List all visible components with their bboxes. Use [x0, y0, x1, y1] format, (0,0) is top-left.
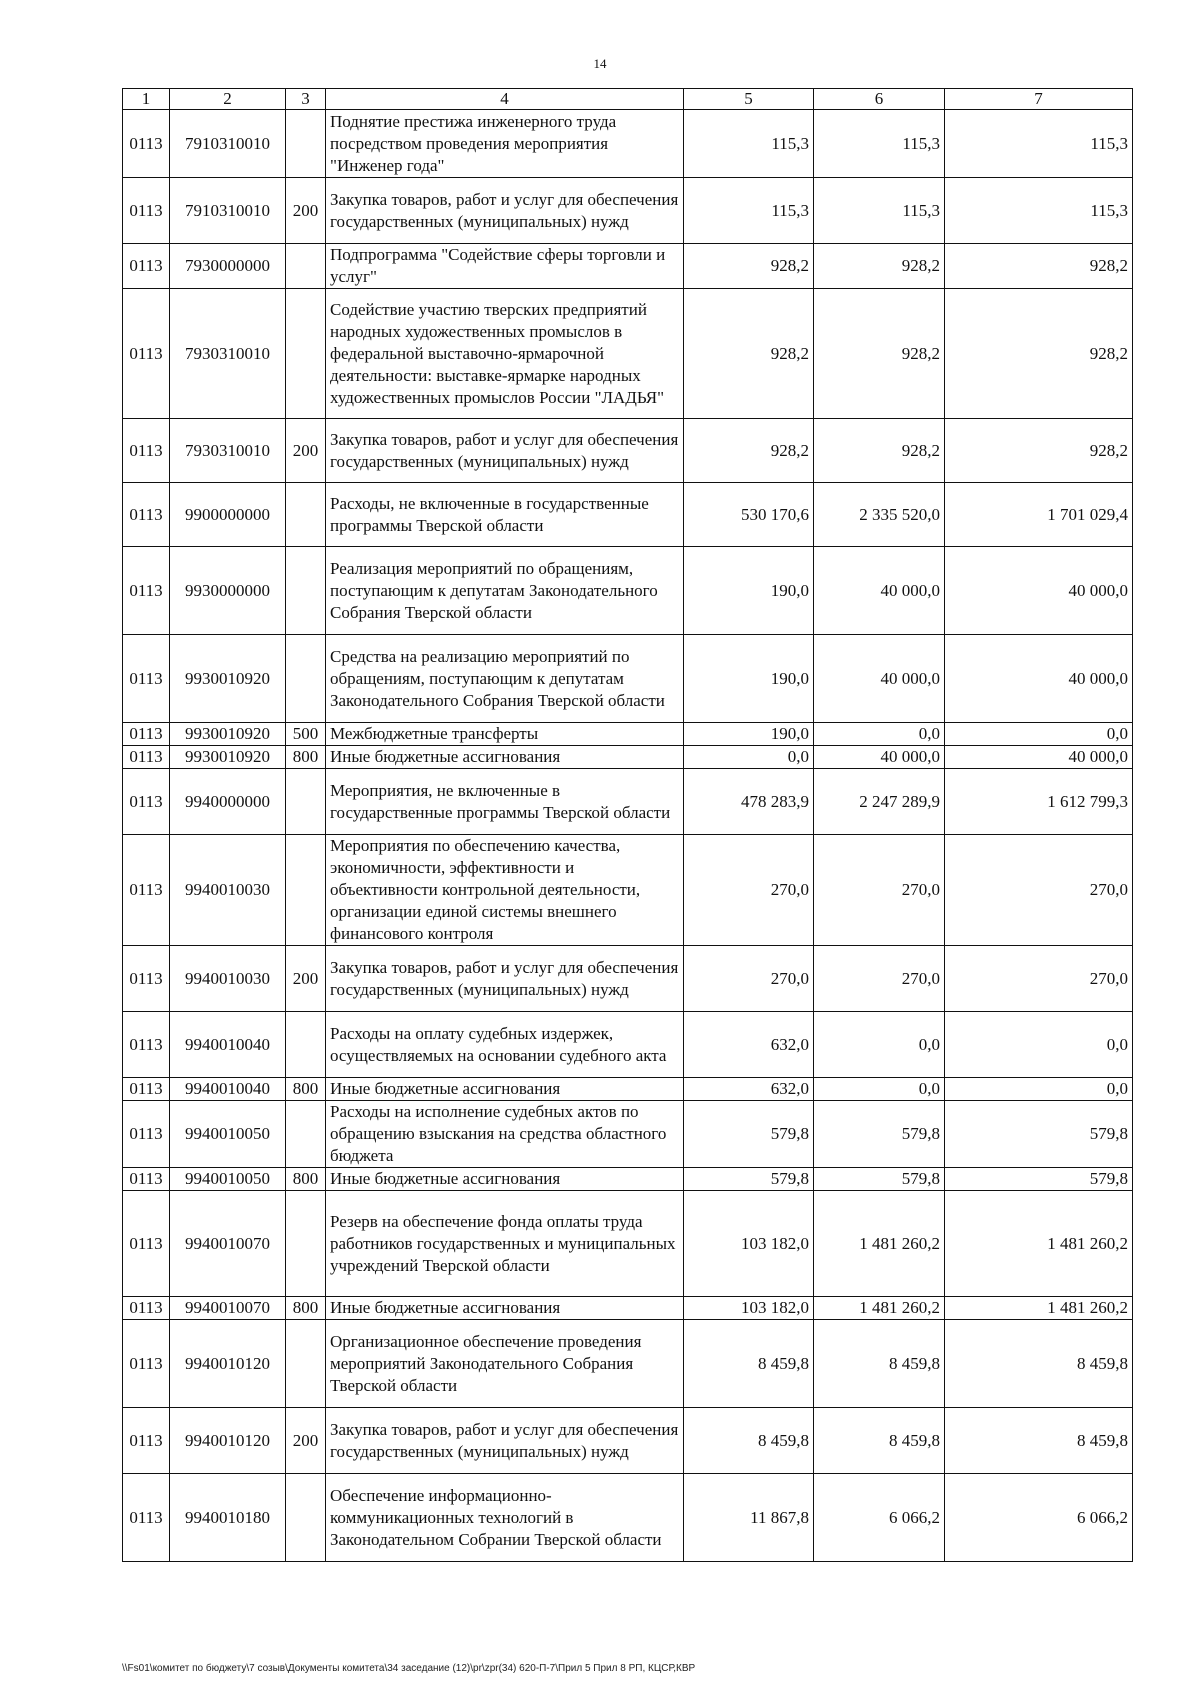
description-cell: Средства на реализацию мероприятий по обращениям, поступающим к депутатам Законодательного Собрания Тверской области	[326, 635, 684, 723]
table-row	[123, 1320, 1133, 1408]
section-cell: 0113	[123, 1297, 170, 1320]
table-row	[123, 1297, 1133, 1320]
budget-table	[122, 88, 1133, 1562]
expense-type-cell: 200	[286, 946, 326, 1012]
amount-col5-cell: 928,2	[684, 244, 814, 289]
section-cell: 0113	[123, 547, 170, 635]
amount-col7-cell: 579,8	[945, 1168, 1133, 1191]
table-row	[123, 635, 1133, 723]
amount-col7-cell: 928,2	[945, 419, 1133, 483]
expense-type-cell	[286, 1320, 326, 1408]
amount-col5-cell: 8 459,8	[684, 1320, 814, 1408]
amount-col7-cell: 0,0	[945, 1078, 1133, 1101]
expense-type-cell	[286, 769, 326, 835]
description-cell: Резерв на обеспечение фонда оплаты труда работников государственных и муниципальных учреждений Тверской области	[326, 1191, 684, 1297]
target-article-cell: 9940010030	[170, 835, 286, 946]
page-number: 14	[593, 56, 607, 71]
amount-col7-cell: 0,0	[945, 723, 1133, 746]
expense-type-cell	[286, 1191, 326, 1297]
expense-type-cell: 800	[286, 1297, 326, 1320]
table-row	[123, 1101, 1133, 1168]
column-header: 4	[326, 89, 684, 110]
target-article-cell: 7930310010	[170, 419, 286, 483]
amount-col6-cell: 579,8	[814, 1168, 945, 1191]
expense-type-cell: 800	[286, 1078, 326, 1101]
table-row	[123, 769, 1133, 835]
column-header: 6	[814, 89, 945, 110]
amount-col5-cell: 632,0	[684, 1078, 814, 1101]
amount-col6-cell: 8 459,8	[814, 1320, 945, 1408]
column-header: 7	[945, 89, 1133, 110]
description-cell: Закупка товаров, работ и услуг для обеспечения государственных (муниципальных) нужд	[326, 1408, 684, 1474]
target-article-cell: 9940010040	[170, 1012, 286, 1078]
amount-col6-cell: 579,8	[814, 1101, 945, 1168]
expense-type-cell	[286, 244, 326, 289]
column-header: 5	[684, 89, 814, 110]
description-cell: Организационное обеспечение проведения мероприятий Законодательного Собрания Тверской области	[326, 1320, 684, 1408]
section-cell: 0113	[123, 946, 170, 1012]
amount-col7-cell: 270,0	[945, 835, 1133, 946]
expense-type-cell: 500	[286, 723, 326, 746]
amount-col6-cell: 40 000,0	[814, 746, 945, 769]
section-cell: 0113	[123, 1408, 170, 1474]
table-row	[123, 110, 1133, 178]
amount-col5-cell: 115,3	[684, 110, 814, 178]
amount-col5-cell: 632,0	[684, 1012, 814, 1078]
amount-col7-cell: 1 612 799,3	[945, 769, 1133, 835]
amount-col7-cell: 1 481 260,2	[945, 1297, 1133, 1320]
amount-col5-cell: 928,2	[684, 289, 814, 419]
amount-col5-cell: 190,0	[684, 547, 814, 635]
description-cell: Иные бюджетные ассигнования	[326, 746, 684, 769]
target-article-cell: 7910310010	[170, 178, 286, 244]
section-cell: 0113	[123, 1320, 170, 1408]
amount-col5-cell: 190,0	[684, 723, 814, 746]
amount-col6-cell: 0,0	[814, 723, 945, 746]
description-cell: Содействие участию тверских предприятий народных художественных промыслов в федеральной выставочно-ярмарочной деятельности: выставке-ярмарке народных художественных промыслов России "ЛАДЬЯ"	[326, 289, 684, 419]
target-article-cell: 9940010070	[170, 1297, 286, 1320]
table-row	[123, 483, 1133, 547]
amount-col7-cell: 579,8	[945, 1101, 1133, 1168]
amount-col6-cell: 1 481 260,2	[814, 1191, 945, 1297]
section-cell: 0113	[123, 1101, 170, 1168]
table-row	[123, 419, 1133, 483]
amount-col7-cell: 8 459,8	[945, 1320, 1133, 1408]
expense-type-cell: 200	[286, 178, 326, 244]
description-cell: Иные бюджетные ассигнования	[326, 1168, 684, 1191]
target-article-cell: 9940010040	[170, 1078, 286, 1101]
section-cell: 0113	[123, 419, 170, 483]
table-row	[123, 835, 1133, 946]
description-cell: Обеспечение информационно-коммуникационных технологий в Законодательном Собрании Тверской области	[326, 1474, 684, 1562]
section-cell: 0113	[123, 110, 170, 178]
description-cell: Мероприятия, не включенные в государственные программы Тверской области	[326, 769, 684, 835]
section-cell: 0113	[123, 1168, 170, 1191]
amount-col7-cell: 928,2	[945, 289, 1133, 419]
expense-type-cell	[286, 110, 326, 178]
target-article-cell: 7930310010	[170, 289, 286, 419]
description-cell: Закупка товаров, работ и услуг для обеспечения государственных (муниципальных) нужд	[326, 178, 684, 244]
amount-col6-cell: 1 481 260,2	[814, 1297, 945, 1320]
section-cell: 0113	[123, 1191, 170, 1297]
target-article-cell: 9940010050	[170, 1101, 286, 1168]
section-cell: 0113	[123, 244, 170, 289]
table-row	[123, 723, 1133, 746]
section-cell: 0113	[123, 723, 170, 746]
amount-col6-cell: 8 459,8	[814, 1408, 945, 1474]
table-row	[123, 746, 1133, 769]
amount-col5-cell: 11 867,8	[684, 1474, 814, 1562]
expense-type-cell	[286, 483, 326, 547]
amount-col7-cell: 40 000,0	[945, 635, 1133, 723]
amount-col6-cell: 115,3	[814, 178, 945, 244]
section-cell: 0113	[123, 835, 170, 946]
table-row	[123, 178, 1133, 244]
table-row	[123, 1012, 1133, 1078]
amount-col7-cell: 40 000,0	[945, 547, 1133, 635]
description-cell: Закупка товаров, работ и услуг для обеспечения государственных (муниципальных) нужд	[326, 419, 684, 483]
expense-type-cell: 800	[286, 746, 326, 769]
target-article-cell: 9940010050	[170, 1168, 286, 1191]
description-cell: Поднятие престижа инженерного труда посредством проведения мероприятия "Инженер года"	[326, 110, 684, 178]
expense-type-cell: 800	[286, 1168, 326, 1191]
header-row	[123, 89, 1133, 110]
amount-col5-cell: 478 283,9	[684, 769, 814, 835]
amount-col5-cell: 190,0	[684, 635, 814, 723]
target-article-cell: 9900000000	[170, 483, 286, 547]
table-row	[123, 1474, 1133, 1562]
table-row	[123, 1078, 1133, 1101]
description-cell: Иные бюджетные ассигнования	[326, 1297, 684, 1320]
target-article-cell: 9940010120	[170, 1320, 286, 1408]
section-cell: 0113	[123, 746, 170, 769]
target-article-cell: 9940010070	[170, 1191, 286, 1297]
target-article-cell: 9930010920	[170, 723, 286, 746]
amount-col7-cell: 1 481 260,2	[945, 1191, 1133, 1297]
column-header: 3	[286, 89, 326, 110]
description-cell: Подпрограмма "Содействие сферы торговли и услуг"	[326, 244, 684, 289]
table-row	[123, 289, 1133, 419]
section-cell: 0113	[123, 635, 170, 723]
section-cell: 0113	[123, 289, 170, 419]
expense-type-cell: 200	[286, 1408, 326, 1474]
table-row	[123, 946, 1133, 1012]
table-body	[123, 110, 1133, 1562]
amount-col7-cell: 8 459,8	[945, 1408, 1133, 1474]
description-cell: Расходы на оплату судебных издержек, осуществляемых на основании судебного акта	[326, 1012, 684, 1078]
description-cell: Мероприятия по обеспечению качества, экономичности, эффективности и объективности контрольной деятельности, организации единой системы внешнего финансового контроля	[326, 835, 684, 946]
amount-col5-cell: 8 459,8	[684, 1408, 814, 1474]
table-row	[123, 547, 1133, 635]
expense-type-cell	[286, 289, 326, 419]
table-row	[123, 244, 1133, 289]
footer-file-path: \\Fs01\комитет по бюджету\7 созыв\Документы комитета\34 заседание (12)\pr\zpr(34) 620-П-7\Прил 5 Прил 8 РП, КЦСР,КВР	[122, 1663, 696, 1674]
amount-col5-cell: 928,2	[684, 419, 814, 483]
amount-col6-cell: 270,0	[814, 835, 945, 946]
expense-type-cell	[286, 835, 326, 946]
section-cell: 0113	[123, 178, 170, 244]
amount-col5-cell: 270,0	[684, 946, 814, 1012]
target-article-cell: 9930000000	[170, 547, 286, 635]
amount-col5-cell: 579,8	[684, 1168, 814, 1191]
target-article-cell: 9940000000	[170, 769, 286, 835]
description-cell: Иные бюджетные ассигнования	[326, 1078, 684, 1101]
expense-type-cell	[286, 547, 326, 635]
amount-col5-cell: 103 182,0	[684, 1191, 814, 1297]
amount-col5-cell: 103 182,0	[684, 1297, 814, 1320]
target-article-cell: 9940010120	[170, 1408, 286, 1474]
section-cell: 0113	[123, 1078, 170, 1101]
section-cell: 0113	[123, 1474, 170, 1562]
expense-type-cell	[286, 1101, 326, 1168]
amount-col6-cell: 0,0	[814, 1078, 945, 1101]
amount-col5-cell: 530 170,6	[684, 483, 814, 547]
amount-col7-cell: 1 701 029,4	[945, 483, 1133, 547]
amount-col6-cell: 928,2	[814, 419, 945, 483]
target-article-cell: 7910310010	[170, 110, 286, 178]
amount-col5-cell: 579,8	[684, 1101, 814, 1168]
description-cell: Реализация мероприятий по обращениям, поступающим к депутатам Законодательного Собрания Тверской области	[326, 547, 684, 635]
amount-col7-cell: 115,3	[945, 110, 1133, 178]
section-cell: 0113	[123, 483, 170, 547]
target-article-cell: 9930010920	[170, 635, 286, 723]
table-row	[123, 1191, 1133, 1297]
expense-type-cell	[286, 1474, 326, 1562]
table-row	[123, 1168, 1133, 1191]
column-header: 2	[170, 89, 286, 110]
section-cell: 0113	[123, 1012, 170, 1078]
target-article-cell: 9930010920	[170, 746, 286, 769]
amount-col6-cell: 0,0	[814, 1012, 945, 1078]
amount-col6-cell: 928,2	[814, 289, 945, 419]
amount-col6-cell: 270,0	[814, 946, 945, 1012]
amount-col7-cell: 115,3	[945, 178, 1133, 244]
column-header: 1	[123, 89, 170, 110]
amount-col5-cell: 0,0	[684, 746, 814, 769]
amount-col5-cell: 115,3	[684, 178, 814, 244]
description-cell: Расходы, не включенные в государственные программы Тверской области	[326, 483, 684, 547]
amount-col6-cell: 2 335 520,0	[814, 483, 945, 547]
expense-type-cell	[286, 635, 326, 723]
amount-col6-cell: 928,2	[814, 244, 945, 289]
expense-type-cell: 200	[286, 419, 326, 483]
amount-col6-cell: 40 000,0	[814, 635, 945, 723]
description-cell: Расходы на исполнение судебных актов по обращению взыскания на средства областного бюджета	[326, 1101, 684, 1168]
amount-col7-cell: 928,2	[945, 244, 1133, 289]
description-cell: Закупка товаров, работ и услуг для обеспечения государственных (муниципальных) нужд	[326, 946, 684, 1012]
expense-type-cell	[286, 1012, 326, 1078]
amount-col6-cell: 2 247 289,9	[814, 769, 945, 835]
section-cell: 0113	[123, 769, 170, 835]
target-article-cell: 9940010030	[170, 946, 286, 1012]
target-article-cell: 7930000000	[170, 244, 286, 289]
amount-col7-cell: 40 000,0	[945, 746, 1133, 769]
amount-col6-cell: 6 066,2	[814, 1474, 945, 1562]
description-cell: Межбюджетные трансферты	[326, 723, 684, 746]
amount-col6-cell: 40 000,0	[814, 547, 945, 635]
amount-col7-cell: 6 066,2	[945, 1474, 1133, 1562]
target-article-cell: 9940010180	[170, 1474, 286, 1562]
amount-col6-cell: 115,3	[814, 110, 945, 178]
amount-col7-cell: 270,0	[945, 946, 1133, 1012]
table-row	[123, 1408, 1133, 1474]
amount-col7-cell: 0,0	[945, 1012, 1133, 1078]
amount-col5-cell: 270,0	[684, 835, 814, 946]
